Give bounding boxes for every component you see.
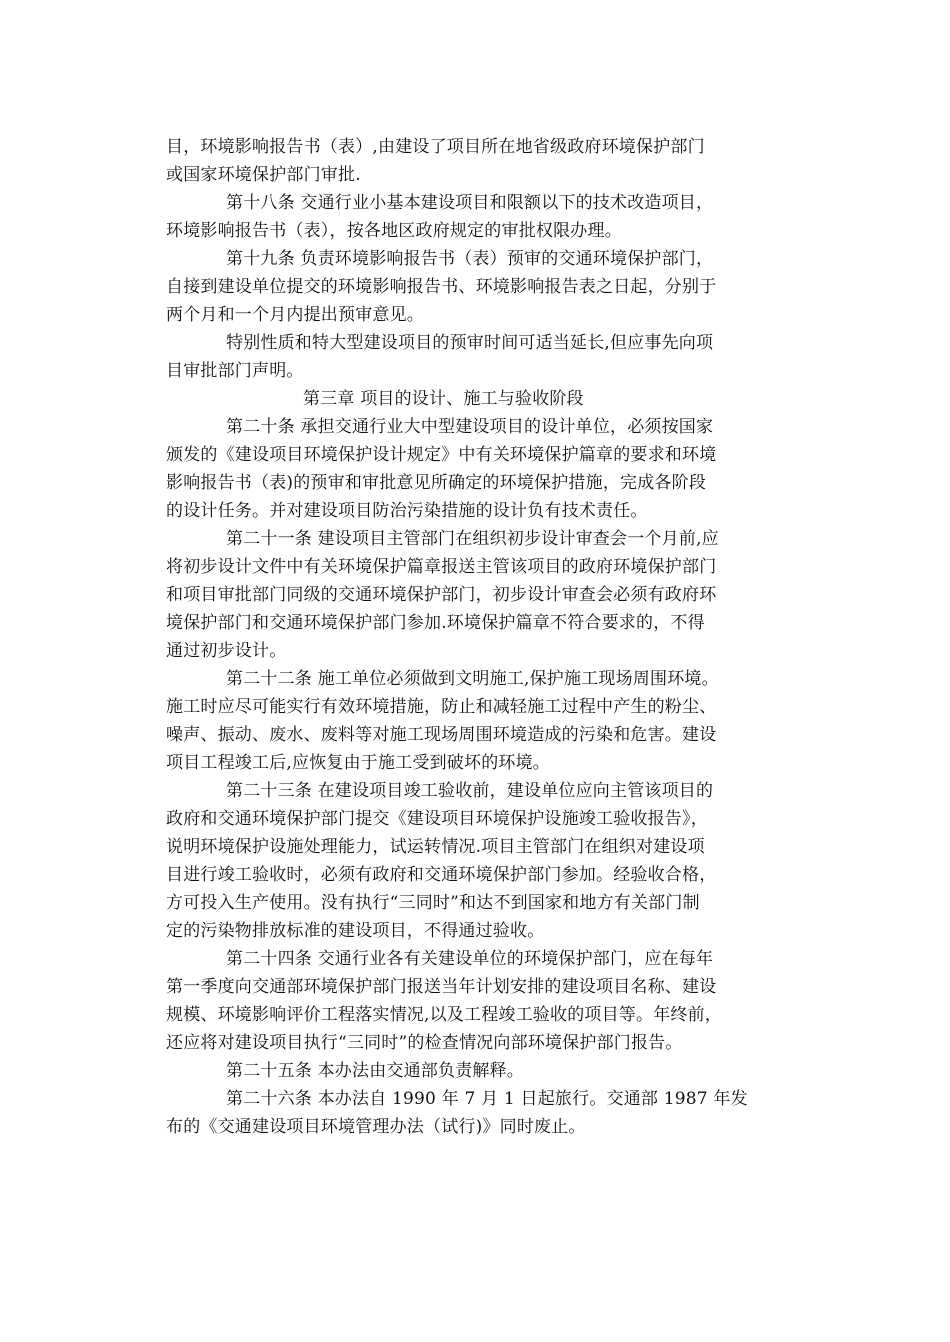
document-line: 政府和交通环境保护部门提交《建设项目环境保护设施竣工验收报告》，: [166, 809, 708, 829]
document-line: 的设计任务。并对建设项目防治污染措施的设计负有技术责任。: [166, 501, 648, 521]
document-line: 特别性质和特大型建设项目的预审时间可适当延长,但应事先向项: [226, 333, 714, 353]
document-line: 噪声、振动、废水、废料等对施工现场周围环境造成的污染和危害。建设: [166, 725, 717, 745]
document-line: 第二十一条 建设项目主管部门在组织初步设计审查会一个月前,应: [226, 529, 719, 549]
document-line: 方可投入生产使用。没有执行“三同时”和达不到国家和地方有关部门制: [166, 893, 700, 913]
document-line: 布的《交通建设项目环境管理办法（试行)》同时废止。: [166, 1117, 586, 1137]
document-line: 境保护部门和交通环境保护部门参加.环境保护篇章不符合要求的，不得: [166, 613, 705, 633]
document-line: 自接到建设单位提交的环境影响报告书、环境影响报告表之日起，分别于: [166, 277, 717, 297]
document-line: 施工时应尽可能实行有效环境措施，防止和减轻施工过程中产生的粉尘、: [166, 697, 717, 717]
document-line: 说明环境保护设施处理能力，试运转情况.项目主管部门在组织对建设项: [166, 837, 705, 857]
document-line: 定的污染物排放标准的建设项目，不得通过验收。: [166, 921, 545, 941]
document-line: 第一季度向交通部环境保护部门报送当年计划安排的建设项目名称、建设: [166, 977, 717, 997]
document-line: 将初步设计文件中有关环境保护篇章报送主管该项目的政府环境保护部门: [166, 557, 717, 577]
document-line: 规模、环境影响评价工程落实情况,以及工程竣工验收的项目等。年终前，: [166, 1005, 723, 1025]
document-line: 两个月和一个月内提出预审意见。: [166, 305, 424, 325]
document-line: 环境影响报告书（表），按各地区政府规定的审批权限办理。: [166, 221, 622, 241]
document-line: 第二十二条 施工单位必须做到文明施工,保护施工现场周围环境。: [226, 669, 719, 689]
document-line: 和项目审批部门同级的交通环境保护部门，初步设计审查会必须有政府环: [166, 585, 717, 605]
document-body: [166, 133, 786, 1141]
document-line: 通过初步设计。: [166, 641, 287, 661]
document-line: 或国家环境保护部门审批.: [166, 165, 361, 185]
document-line: 第十八条 交通行业小基本建设项目和限额以下的技术改造项目，: [226, 193, 714, 213]
document-line: 目审批部门声明。: [166, 361, 304, 381]
document-line: 目，环境影响报告书（表）,由建设了项目所在地省级政府环境保护部门: [166, 137, 705, 157]
document-line: 第二十四条 交通行业各有关建设单位的环境保护部门，应在每年: [226, 949, 714, 969]
document-line: 颁发的《建设项目环境保护设计规定》中有关环境保护篇章的要求和环境: [166, 445, 717, 465]
document-line: 第十九条 负责环境影响报告书（表）预审的交通环境保护部门，: [226, 249, 714, 269]
document-line: 第二十三条 在建设项目竣工验收前，建设单位应向主管该项目的: [226, 781, 714, 801]
chapter-heading: 第三章 项目的设计、施工与验收阶段: [303, 389, 584, 409]
document-line: 目进行竣工验收时，必须有政府和交通环境保护部门参加。经验收合格，: [166, 865, 717, 885]
document-line: 第二十六条 本办法自 1990 年 7 月 1 日起旅行。交通部 1987 年发: [226, 1089, 748, 1109]
document-line: 第二十五条 本办法由交通部负责解释。: [226, 1061, 525, 1081]
document-line: 还应将对建设项目执行“三同时”的检查情况向部环境保护部门报告。: [166, 1033, 683, 1053]
document-line: 第二十条 承担交通行业大中型建设项目的设计单位，必须按国家: [226, 417, 714, 437]
document-line: 项目工程竣工后,应恢复由于施工受到破坏的环境。: [166, 753, 551, 773]
document-line: 影响报告书（表)的预审和审批意见所确定的环境保护措施，完成各阶段: [166, 473, 707, 493]
